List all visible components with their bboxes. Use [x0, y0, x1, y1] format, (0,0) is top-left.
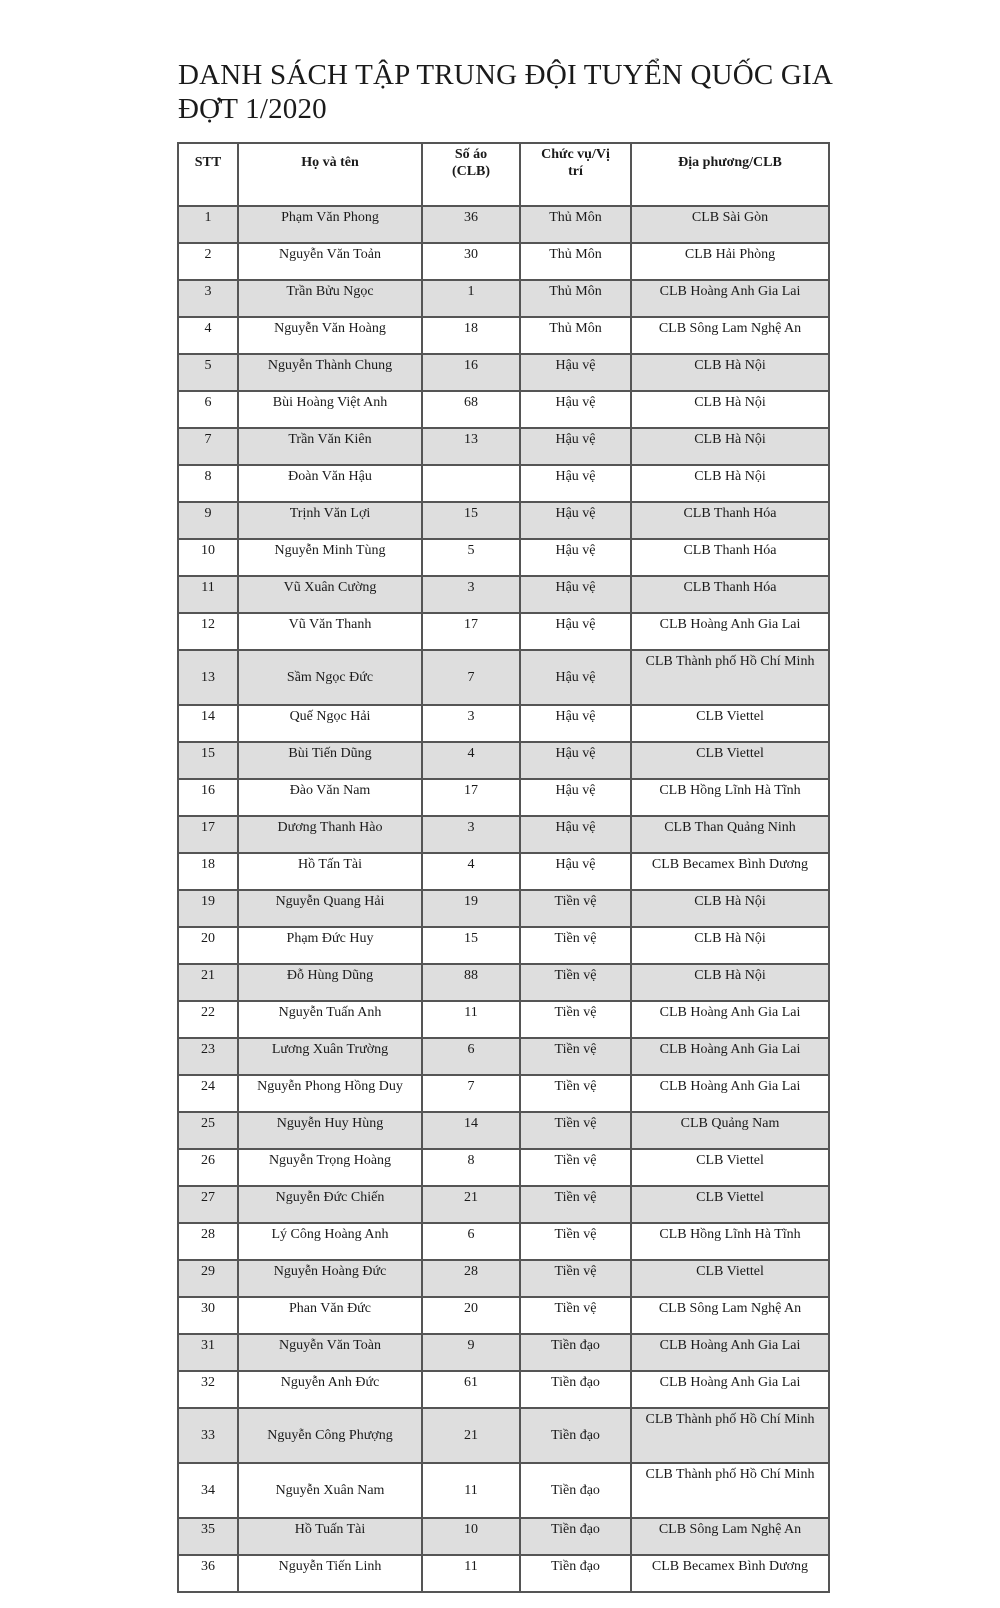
table-row: [178, 465, 829, 502]
header-number-line-1: Số áo: [454, 147, 488, 162]
cell-position: Tiền vệ: [520, 1297, 631, 1334]
cell-club: CLB Hà Nội: [631, 465, 829, 502]
cell-name: Nguyễn Văn Toàn: [238, 1334, 422, 1371]
cell-position: Tiền vệ: [520, 1260, 631, 1297]
cell-stt: 1: [178, 206, 238, 243]
cell-club: CLB Hoàng Anh Gia Lai: [631, 613, 829, 650]
cell-number: 10: [422, 1518, 520, 1555]
cell-name: Trịnh Văn Lợi: [238, 502, 422, 539]
cell-name: Nguyễn Văn Hoàng: [238, 317, 422, 354]
table-row: [178, 354, 829, 391]
table-row: [178, 650, 829, 705]
cell-name: Nguyễn Văn Toản: [238, 243, 422, 280]
cell-club: CLB Viettel: [631, 742, 829, 779]
table-row: [178, 1408, 829, 1463]
cell-club: CLB Hà Nội: [631, 391, 829, 428]
cell-stt: 16: [178, 779, 238, 816]
cell-stt: 10: [178, 539, 238, 576]
table-row: [178, 1001, 829, 1038]
cell-name: Phan Văn Đức: [238, 1297, 422, 1334]
cell-position: Hậu vệ: [520, 613, 631, 650]
cell-club: CLB Hà Nội: [631, 964, 829, 1001]
cell-position: Tiền đạo: [520, 1408, 631, 1463]
cell-position: Thủ Môn: [520, 317, 631, 354]
cell-stt: 20: [178, 927, 238, 964]
cell-stt: 18: [178, 853, 238, 890]
cell-name: Dương Thanh Hào: [238, 816, 422, 853]
table-header: [178, 143, 829, 206]
cell-stt: 23: [178, 1038, 238, 1075]
cell-position: Hậu vệ: [520, 779, 631, 816]
cell-stt: 22: [178, 1001, 238, 1038]
cell-club: CLB Viettel: [631, 705, 829, 742]
cell-stt: 25: [178, 1112, 238, 1149]
cell-name: Đỗ Hùng Dũng: [238, 964, 422, 1001]
cell-number: 3: [422, 576, 520, 613]
cell-stt: 19: [178, 890, 238, 927]
cell-name: Sầm Ngọc Đức: [238, 650, 422, 705]
cell-position: Hậu vệ: [520, 742, 631, 779]
table-row: [178, 280, 829, 317]
cell-name: Đoàn Văn Hậu: [238, 465, 422, 502]
cell-position: Hậu vệ: [520, 650, 631, 705]
cell-name: Lương Xuân Trường: [238, 1038, 422, 1075]
cell-name: Hồ Tuấn Tài: [238, 1518, 422, 1555]
cell-number: 21: [422, 1408, 520, 1463]
header-row: [178, 143, 829, 206]
table-row: [178, 613, 829, 650]
cell-club: CLB Hoàng Anh Gia Lai: [631, 1075, 829, 1112]
cell-position: Tiền vệ: [520, 964, 631, 1001]
header-position-line-2: trí: [568, 164, 583, 179]
cell-name: Lý Công Hoàng Anh: [238, 1223, 422, 1260]
cell-position: Hậu vệ: [520, 354, 631, 391]
cell-number: 16: [422, 354, 520, 391]
table-row: [178, 742, 829, 779]
cell-position: Tiền đạo: [520, 1518, 631, 1555]
cell-name: Bùi Hoàng Việt Anh: [238, 391, 422, 428]
cell-number: 68: [422, 391, 520, 428]
table-body: [178, 206, 829, 1592]
cell-name: Nguyễn Anh Đức: [238, 1371, 422, 1408]
cell-number: 5: [422, 539, 520, 576]
cell-club: CLB Hoàng Anh Gia Lai: [631, 1001, 829, 1038]
cell-position: Hậu vệ: [520, 816, 631, 853]
cell-number: 18: [422, 317, 520, 354]
cell-club: CLB Quảng Nam: [631, 1112, 829, 1149]
cell-club: CLB Hồng Lĩnh Hà Tĩnh: [631, 1223, 829, 1260]
cell-position: Hậu vệ: [520, 465, 631, 502]
table-row: [178, 428, 829, 465]
cell-position: Tiền vệ: [520, 1149, 631, 1186]
cell-number: 13: [422, 428, 520, 465]
cell-position: Tiền vệ: [520, 927, 631, 964]
table-row: [178, 1112, 829, 1149]
cell-club: CLB Sông Lam Nghệ An: [631, 1518, 829, 1555]
table-row: [178, 1297, 829, 1334]
cell-name: Nguyễn Tuấn Anh: [238, 1001, 422, 1038]
cell-number: 3: [422, 816, 520, 853]
cell-stt: 15: [178, 742, 238, 779]
table-row: [178, 890, 829, 927]
cell-number: 14: [422, 1112, 520, 1149]
cell-position: Hậu vệ: [520, 391, 631, 428]
cell-number: 30: [422, 243, 520, 280]
cell-position: Tiền vệ: [520, 1038, 631, 1075]
title-line-2: ĐỢT 1/2020: [178, 93, 327, 125]
table-row: [178, 539, 829, 576]
cell-stt: 26: [178, 1149, 238, 1186]
header-position: [520, 143, 631, 206]
cell-name: Nguyễn Đức Chiến: [238, 1186, 422, 1223]
cell-position: Tiền vệ: [520, 1186, 631, 1223]
cell-club: CLB Hồng Lĩnh Hà Tĩnh: [631, 779, 829, 816]
cell-number: 1: [422, 280, 520, 317]
cell-name: Bùi Tiến Dũng: [238, 742, 422, 779]
table-row: [178, 1149, 829, 1186]
cell-number: 20: [422, 1297, 520, 1334]
cell-number: 21: [422, 1186, 520, 1223]
cell-name: Nguyễn Công Phượng: [238, 1408, 422, 1463]
cell-number: 6: [422, 1038, 520, 1075]
cell-position: Tiền đạo: [520, 1555, 631, 1592]
table-row: [178, 1555, 829, 1592]
cell-club: CLB Thành phố Hồ Chí Minh: [631, 650, 829, 705]
table-row: [178, 779, 829, 816]
cell-position: Tiền vệ: [520, 1075, 631, 1112]
table-row: [178, 502, 829, 539]
cell-name: Vũ Văn Thanh: [238, 613, 422, 650]
cell-position: Hậu vệ: [520, 576, 631, 613]
header-name: Họ và tên: [238, 143, 422, 206]
cell-number: 11: [422, 1001, 520, 1038]
cell-stt: 9: [178, 502, 238, 539]
cell-name: Vũ Xuân Cường: [238, 576, 422, 613]
table-row: [178, 853, 829, 890]
cell-position: Thủ Môn: [520, 206, 631, 243]
cell-number: 15: [422, 927, 520, 964]
table-row: [178, 317, 829, 354]
cell-name: Nguyễn Quang Hải: [238, 890, 422, 927]
cell-name: Quế Ngọc Hải: [238, 705, 422, 742]
squad-table: [177, 142, 830, 1593]
cell-stt: 21: [178, 964, 238, 1001]
cell-number: 17: [422, 779, 520, 816]
cell-club: CLB Thành phố Hồ Chí Minh: [631, 1463, 829, 1518]
cell-club: CLB Hải Phòng: [631, 243, 829, 280]
cell-position: Thủ Môn: [520, 243, 631, 280]
cell-name: Trần Bửu Ngọc: [238, 280, 422, 317]
page-title: [178, 58, 938, 126]
cell-name: Nguyễn Huy Hùng: [238, 1112, 422, 1149]
cell-club: CLB Becamex Bình Dương: [631, 853, 829, 890]
table-row: [178, 1463, 829, 1518]
cell-club: CLB Sông Lam Nghệ An: [631, 1297, 829, 1334]
cell-number: 6: [422, 1223, 520, 1260]
cell-number: 8: [422, 1149, 520, 1186]
cell-name: Trần Văn Kiên: [238, 428, 422, 465]
table-row: [178, 1260, 829, 1297]
cell-name: Nguyễn Trọng Hoàng: [238, 1149, 422, 1186]
cell-club: CLB Than Quảng Ninh: [631, 816, 829, 853]
cell-number: 61: [422, 1371, 520, 1408]
cell-club: CLB Hà Nội: [631, 354, 829, 391]
cell-name: Nguyễn Phong Hồng Duy: [238, 1075, 422, 1112]
cell-position: Tiền vệ: [520, 1001, 631, 1038]
cell-stt: 14: [178, 705, 238, 742]
cell-stt: 35: [178, 1518, 238, 1555]
cell-club: CLB Thành phố Hồ Chí Minh: [631, 1408, 829, 1463]
cell-position: Tiền vệ: [520, 1112, 631, 1149]
table-row: [178, 1038, 829, 1075]
cell-position: Tiền đạo: [520, 1334, 631, 1371]
cell-stt: 2: [178, 243, 238, 280]
cell-club: CLB Hoàng Anh Gia Lai: [631, 1371, 829, 1408]
table-row: [178, 1186, 829, 1223]
cell-stt: 4: [178, 317, 238, 354]
cell-club: CLB Hoàng Anh Gia Lai: [631, 280, 829, 317]
table-row: [178, 1075, 829, 1112]
cell-position: Tiền vệ: [520, 890, 631, 927]
cell-number: 9: [422, 1334, 520, 1371]
cell-stt: 6: [178, 391, 238, 428]
cell-stt: 32: [178, 1371, 238, 1408]
table-row: [178, 927, 829, 964]
cell-club: CLB Viettel: [631, 1186, 829, 1223]
cell-stt: 11: [178, 576, 238, 613]
cell-position: Tiền vệ: [520, 1223, 631, 1260]
cell-stt: 31: [178, 1334, 238, 1371]
cell-position: Hậu vệ: [520, 502, 631, 539]
cell-name: Hồ Tấn Tài: [238, 853, 422, 890]
cell-number: 19: [422, 890, 520, 927]
cell-stt: 13: [178, 650, 238, 705]
cell-number: 7: [422, 650, 520, 705]
cell-club: CLB Thanh Hóa: [631, 502, 829, 539]
cell-number: 17: [422, 613, 520, 650]
cell-number: 28: [422, 1260, 520, 1297]
cell-number: 4: [422, 742, 520, 779]
cell-stt: 36: [178, 1555, 238, 1592]
cell-stt: 7: [178, 428, 238, 465]
cell-stt: 8: [178, 465, 238, 502]
cell-stt: 30: [178, 1297, 238, 1334]
cell-number: [422, 465, 520, 502]
table-row: [178, 1371, 829, 1408]
table-row: [178, 1518, 829, 1555]
cell-club: CLB Hà Nội: [631, 927, 829, 964]
cell-name: Nguyễn Thành Chung: [238, 354, 422, 391]
table-row: [178, 816, 829, 853]
table-row: [178, 705, 829, 742]
header-club: Địa phương/CLB: [631, 143, 829, 206]
cell-club: CLB Viettel: [631, 1149, 829, 1186]
cell-club: CLB Hà Nội: [631, 890, 829, 927]
cell-stt: 5: [178, 354, 238, 391]
title-line-1: DANH SÁCH TẬP TRUNG ĐỘI TUYỂN QUỐC GIA: [178, 59, 834, 91]
table-row: [178, 206, 829, 243]
cell-stt: 24: [178, 1075, 238, 1112]
cell-club: CLB Becamex Bình Dương: [631, 1555, 829, 1592]
cell-name: Phạm Đức Huy: [238, 927, 422, 964]
header-stt: STT: [178, 143, 238, 206]
cell-club: CLB Sông Lam Nghệ An: [631, 317, 829, 354]
table-row: [178, 243, 829, 280]
table-row: [178, 391, 829, 428]
cell-number: 3: [422, 705, 520, 742]
header-number: [422, 143, 520, 206]
cell-position: Thủ Môn: [520, 280, 631, 317]
table-row: [178, 576, 829, 613]
header-position-line-1: Chức vụ/Vị: [541, 147, 610, 162]
cell-number: 15: [422, 502, 520, 539]
cell-stt: 12: [178, 613, 238, 650]
cell-club: CLB Hoàng Anh Gia Lai: [631, 1038, 829, 1075]
cell-name: Nguyễn Xuân Nam: [238, 1463, 422, 1518]
cell-number: 11: [422, 1463, 520, 1518]
cell-club: CLB Hoàng Anh Gia Lai: [631, 1334, 829, 1371]
cell-stt: 3: [178, 280, 238, 317]
cell-name: Nguyễn Hoàng Đức: [238, 1260, 422, 1297]
cell-number: 7: [422, 1075, 520, 1112]
cell-position: Hậu vệ: [520, 705, 631, 742]
cell-number: 88: [422, 964, 520, 1001]
cell-name: Đào Văn Nam: [238, 779, 422, 816]
cell-number: 36: [422, 206, 520, 243]
cell-stt: 27: [178, 1186, 238, 1223]
cell-stt: 17: [178, 816, 238, 853]
header-number-line-2: (CLB): [451, 164, 491, 179]
cell-stt: 28: [178, 1223, 238, 1260]
cell-position: Tiền đạo: [520, 1463, 631, 1518]
cell-name: Phạm Văn Phong: [238, 206, 422, 243]
cell-position: Hậu vệ: [520, 853, 631, 890]
cell-club: CLB Thanh Hóa: [631, 539, 829, 576]
cell-club: CLB Thanh Hóa: [631, 576, 829, 613]
cell-number: 4: [422, 853, 520, 890]
cell-position: Hậu vệ: [520, 428, 631, 465]
cell-number: 11: [422, 1555, 520, 1592]
table-row: [178, 964, 829, 1001]
table-row: [178, 1334, 829, 1371]
cell-name: Nguyễn Minh Tùng: [238, 539, 422, 576]
cell-position: Tiền đạo: [520, 1371, 631, 1408]
cell-stt: 33: [178, 1408, 238, 1463]
cell-stt: 34: [178, 1463, 238, 1518]
table-row: [178, 1223, 829, 1260]
cell-club: CLB Viettel: [631, 1260, 829, 1297]
cell-club: CLB Hà Nội: [631, 428, 829, 465]
cell-stt: 29: [178, 1260, 238, 1297]
cell-name: Nguyễn Tiến Linh: [238, 1555, 422, 1592]
cell-position: Hậu vệ: [520, 539, 631, 576]
cell-club: CLB Sài Gòn: [631, 206, 829, 243]
